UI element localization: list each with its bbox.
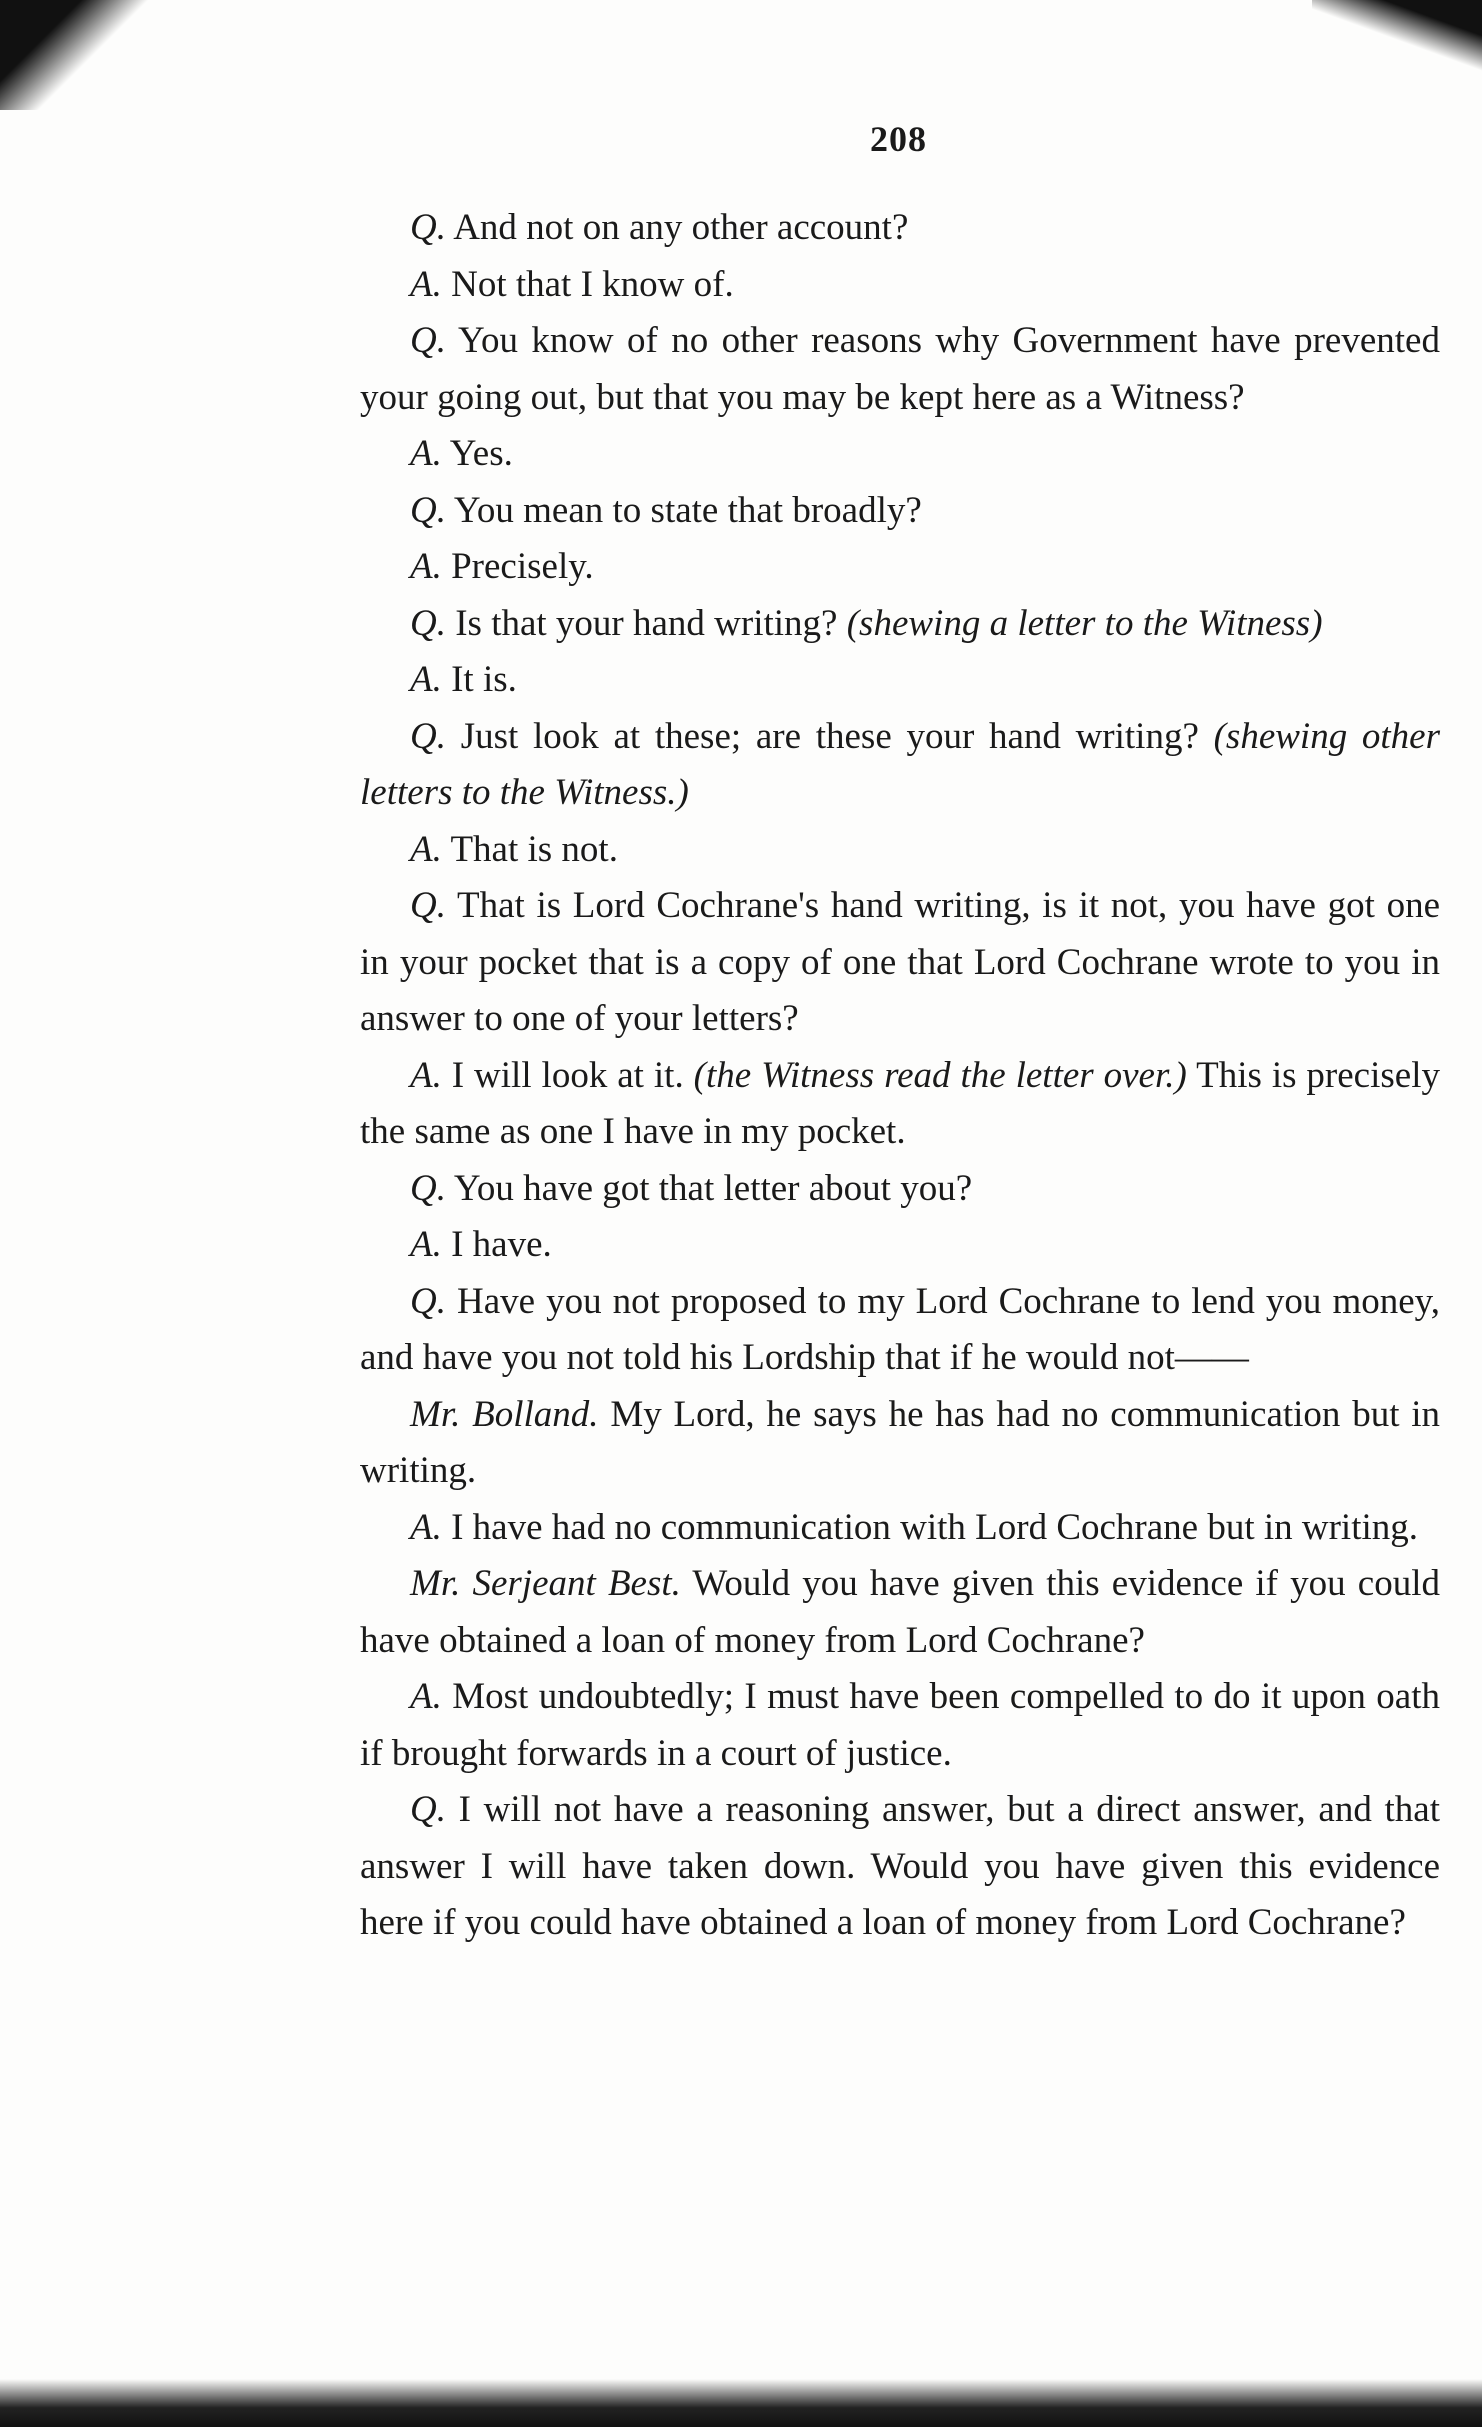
- stage-direction: (shewing a letter to the Witness): [846, 602, 1323, 644]
- dialogue-line: Q. Is that your hand writing? (shewing a letter to the Witness): [410, 602, 1323, 644]
- stage-direction: (the Witness read the letter over.): [693, 1054, 1187, 1096]
- dialogue-line: A. That is not.: [410, 828, 618, 870]
- dialogue-line: A. Precisely.: [410, 546, 594, 587]
- dialogue-line: A. I have had no communication with Lord Cochrane but in writing.: [410, 1506, 1419, 1548]
- transcript-body: [360, 200, 1440, 1952]
- scan-edge-top-left: [0, 0, 160, 110]
- dialogue-line: Q. Just look at these; are these your hand writing? (shewing other letters to the Witness.): [360, 715, 1440, 813]
- dialogue-line: Q. You have got that letter about you?: [410, 1167, 973, 1209]
- dialogue-line: Q. And not on any other account?: [410, 207, 909, 248]
- dialogue-line: Q. You mean to state that broadly?: [410, 489, 922, 531]
- dialogue-line: A. I will look at it. (the Witness read the letter over.) This is precisely the same as one I have in my pocket.: [360, 1054, 1440, 1152]
- dialogue-line: Q. You know of no other reasons why Government have prevented your going out, but that you may be kept here as a Witness?: [360, 320, 1440, 418]
- scan-edge-bottom: [0, 2379, 1482, 2427]
- dialogue-line: A. It is.: [410, 659, 517, 700]
- dialogue-line: Q. That is Lord Cochrane's hand writing, is it not, you have got one in your pocket that is a copy of one that Lord Cochrane wrote to you in answer to one of your letters?: [360, 885, 1440, 1039]
- page-number: 208: [870, 119, 927, 159]
- dialogue-line: Mr. Bolland. My Lord, he says he has had no communication but in writing.: [360, 1393, 1441, 1491]
- scan-edge-top-right: [1312, 0, 1482, 80]
- dialogue-line: A. Not that I know of.: [410, 263, 734, 305]
- stage-direction: (shewing other letters to the Witness.): [360, 715, 1440, 813]
- dialogue-line: Q. Have you not proposed to my Lord Cochrane to lend you money, and have you not told his Lordship that if he would not——: [360, 1280, 1440, 1378]
- dialogue-line: Q. I will not have a reasoning answer, but a direct answer, and that answer I will have taken down. Would you have given this evidence here if you could have obtained a loan of money from Lord Cochrane?: [360, 1789, 1441, 1943]
- dialogue-line: A. I have.: [410, 1224, 552, 1265]
- dialogue-line: Mr. Serjeant Best. Would you have given this evidence if you could have obtained a loan of money from Lord Cochrane?: [360, 1563, 1440, 1661]
- dialogue-line: A. Most undoubtedly; I must have been compelled to do it upon oath if brought forwards in a court of justice.: [360, 1676, 1440, 1774]
- dialogue-line: A. Yes.: [410, 433, 513, 474]
